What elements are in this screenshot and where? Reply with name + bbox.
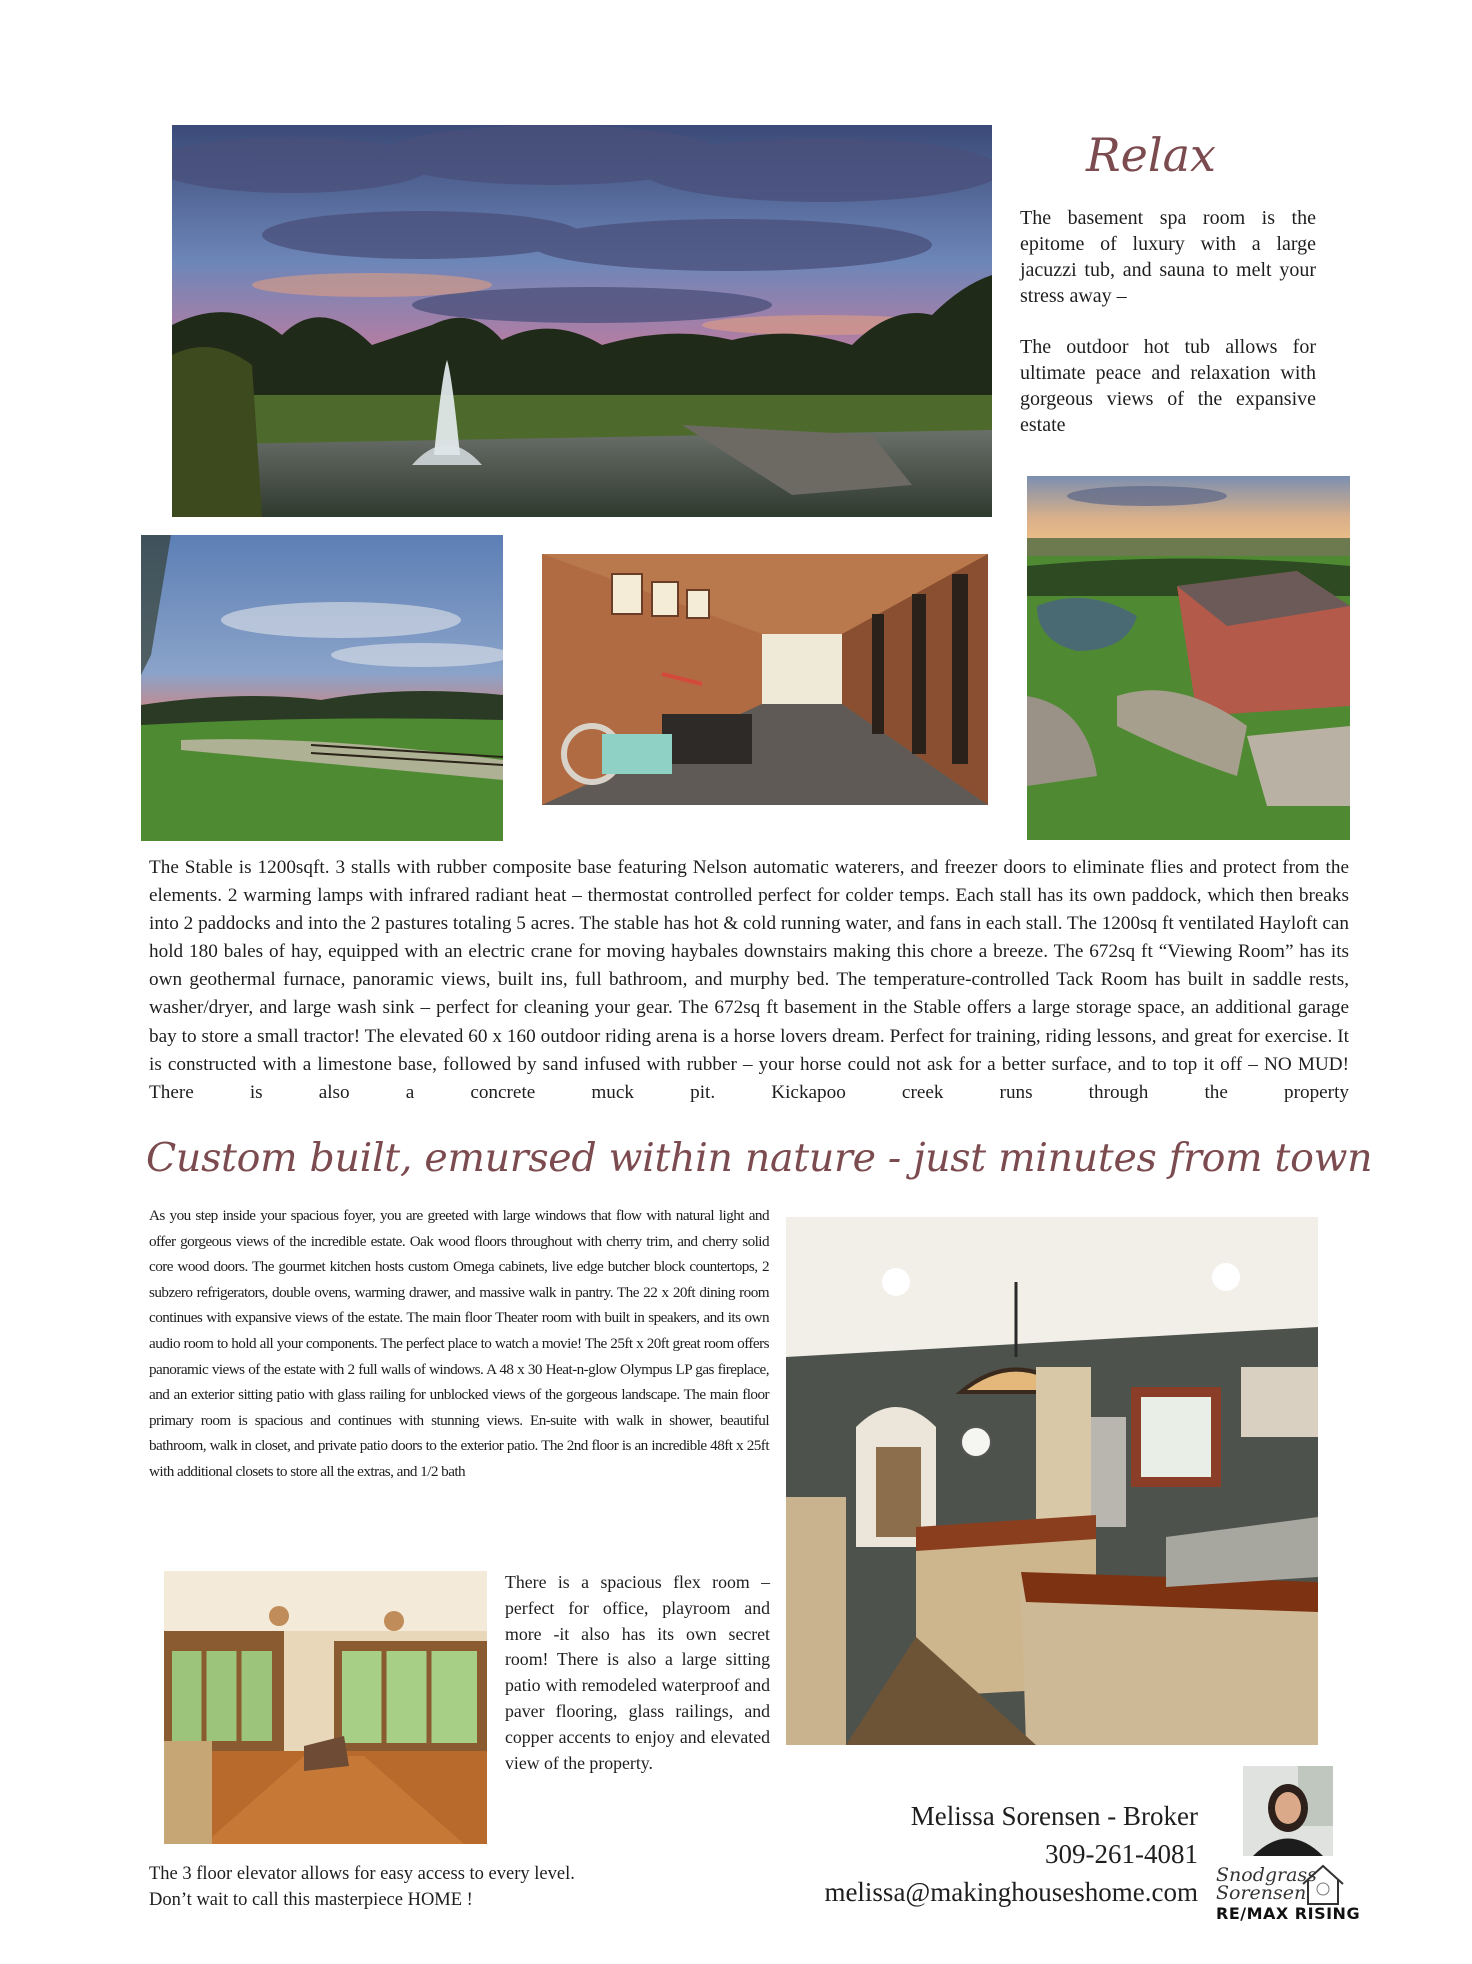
brand-sorensen: Sorensen: [1216, 1882, 1307, 1904]
relax-paragraph-spa: The basement spa room is the epitome of luxury with a large jacuzzi tub, and sauna to melt your stress away –: [1020, 207, 1316, 307]
custom-built-heading: Custom built, emursed within nature - just minutes from town: [146, 1135, 1373, 1181]
brand-remax-rising: RE/MAX RISING: [1216, 1904, 1361, 1923]
agent-contact: [760, 1797, 1198, 1911]
interior-description: As you step inside your spacious foyer, you are greeted with large windows that flow with natural light and offer gorgeous views of the incredible estate. Oak wood floors throughout with cherry trim, and cherry solid core wood doors. The gourmet kitchen hosts custom Omega cabinets, live edge butcher block countertops, 2 subzero refrigerators, double ovens, warming drawer, and massive walk in pantry. The 22 x 20ft dining room continues with expansive views of the estate. The main floor Theater room with built in speakers, and its own audio room to hold all your components. The perfect place to watch a movie! The 25ft x 20ft great room offers panoramic views of the estate with 2 full walls of windows. A 48 x 30 Heat-n-glow Olympus LP gas fireplace, and an exterior sitting patio with glass railing for unblocked views of the gorgeous landscape. The main floor primary room is spacious and continues with stunning views. En-suite with walk in shower, beautiful bathroom, walk in closet, and private patio doors to the exterior patio. The 2nd floor is an incredible 48ft x 25ft with additional closets to store all the extras, and 1/2 bath: [149, 1207, 769, 1480]
brand-snodgrass: Snodgrass: [1216, 1864, 1317, 1886]
call-to-action-line: Don’t wait to call this masterpiece HOME !: [149, 1890, 473, 1910]
brand-logo: [1214, 1862, 1364, 1926]
relax-paragraph-hot-tub: The outdoor hot tub allows for ultimate peace and relaxation with gorgeous views of the expansive estate: [1020, 336, 1316, 436]
stable-aisle-photo: [542, 554, 988, 805]
kitchen-photo: [786, 1217, 1318, 1745]
great-room-photo: [164, 1571, 487, 1844]
agent-phone[interactable]: 309-261-4081: [1045, 1839, 1198, 1869]
stable-description: The Stable is 1200sqft. 3 stalls with rubber composite base featuring Nelson automatic waterers, and freezer doors to eliminate flies and protect from the elements. 2 warming lamps with infrared radiant heat – thermostat controlled perfect for colder temps. Each stall has its own paddock, which then breaks into 2 paddocks and into the 2 pastures totaling 5 acres. The stable has hot & cold running water, and fans in each stall. The 1200sq ft ventilated Hayloft can hold 180 bales of hay, equipped with an electric crane for moving haybales downstairs making this chore a breeze. The 672sq ft “Viewing Room” has its own geothermal furnace, panoramic views, built ins, full bathroom, and murphy bed. The temperature-controlled Tack Room has built in saddle rests, washer/dryer, and large wash sink – perfect for cleaning your gear. The 672sq ft basement in the Stable offers a large storage space, an additional garage bay to store a small tractor! The elevated 60 x 160 outdoor riding arena is a horse lovers dream. Perfect for training, riding lessons, and great for exercise. It is constructed with a limestone base, followed by sand infused with rubber – your horse could not ask for a better surface, and to top it off – NO MUD! There is also a concrete muck pit. Kickapoo creek runs through the property: [149, 857, 1349, 1103]
pasture-sunset-photo: [141, 535, 503, 841]
sunset-pond-photo: [172, 125, 992, 517]
elevator-line: The 3 floor elevator allows for easy access to every level.: [149, 1864, 575, 1884]
agent-name: Melissa Sorensen - Broker: [910, 1801, 1198, 1831]
relax-heading: Relax: [1086, 128, 1216, 182]
aerial-estate-photo: [1027, 476, 1350, 840]
agent-email[interactable]: melissa@makinghouseshome.com: [824, 1877, 1198, 1907]
flex-room-description: There is a spacious flex room – perfect for office, playroom and more -it also has its own secret room! There is also a large sitting patio with remodeled waterproof and paver flooring, glass railings, and copper accents to enjoy and elevated view of the property.: [505, 1572, 770, 1773]
agent-headshot: [1243, 1766, 1333, 1856]
